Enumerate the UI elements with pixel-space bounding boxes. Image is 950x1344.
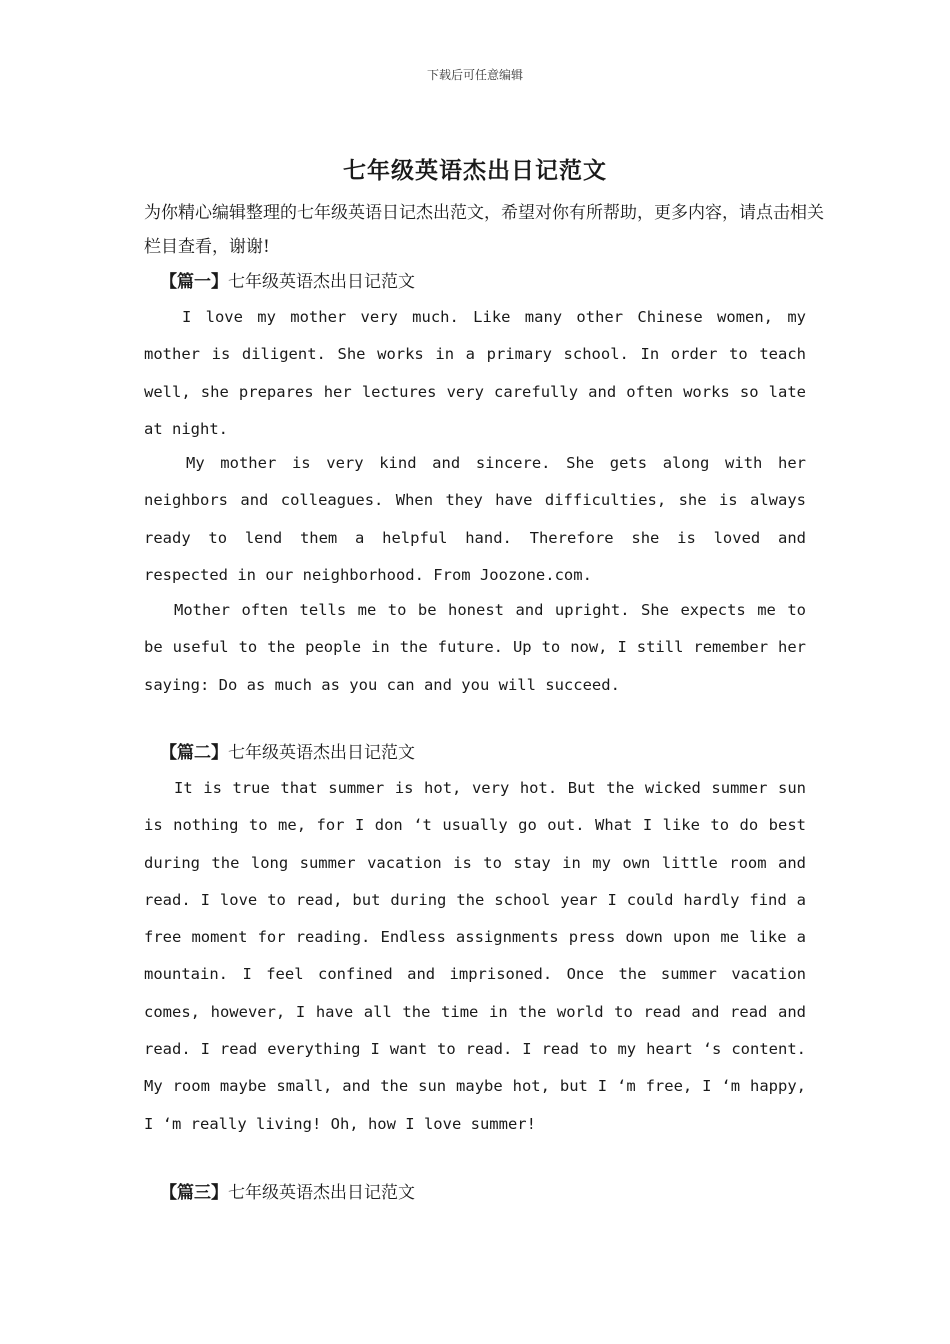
section-heading-1 [160, 270, 415, 294]
section-bracket: 【篇一】 [160, 272, 228, 292]
paragraph-text: Mother often tells me to be honest and upright. She expects me to be useful to the people in the future. Up to now, I still remember her saying: Do as much as you can and you will succeed. [144, 601, 806, 694]
section-2-paragraph-1 [144, 770, 806, 1143]
paragraph-text: I love my mother very much. Like many other Chinese women, my mother is diligent. She works in a primary school. In order to teach well, she prepares her lectures very carefully and often works so late at night. [144, 308, 806, 438]
paragraph-text: My mother is very kind and sincere. She gets along with her neighbors and colleagues. When they have difficulties, she is always ready to lend them a helpful hand. Therefore she is loved and respected in our neighborhood. From Joozone.com. [144, 454, 806, 584]
section-bracket: 【篇三】 [160, 1183, 228, 1203]
header-note: 下载后可任意编辑 [426, 68, 523, 82]
section-1-paragraph-3 [144, 592, 806, 704]
document-title: 七年级英语杰出日记范文 [343, 157, 607, 184]
section-bracket: 【篇二】 [160, 743, 228, 763]
section-title: 七年级英语杰出日记范文 [228, 743, 415, 763]
section-title: 七年级英语杰出日记范文 [228, 272, 415, 292]
section-title: 七年级英语杰出日记范文 [228, 1183, 415, 1203]
section-heading-3 [160, 1181, 415, 1205]
paragraph-text: It is true that summer is hot, very hot. But the wicked summer sun is nothing to me, for I don ‘t usually go out. What I like to do best during the long summer vacation is to stay in my own little room and read. I love to read, but during the school year I could hardly find a free moment for reading. Endless assignments press down upon me like a mountain. I feel confined and imprisoned. Once the summer vacation comes, however, I have all the time in the world to read and read and read. I read everything I want to read. I read to my heart ‘s content. My room maybe small, and the sun maybe hot, but I ‘m free, I ‘m happy, I ‘m really living! Oh, how I love summer! [144, 779, 806, 1133]
intro-paragraph: 为你精心编辑整理的七年级英语日记杰出范文，希望对你有所帮助，更多内容，请点击相关栏目查看，谢谢! [144, 203, 824, 257]
section-1-paragraph-2 [144, 445, 806, 594]
section-1-paragraph-1 [144, 299, 806, 448]
section-heading-2 [160, 741, 415, 765]
